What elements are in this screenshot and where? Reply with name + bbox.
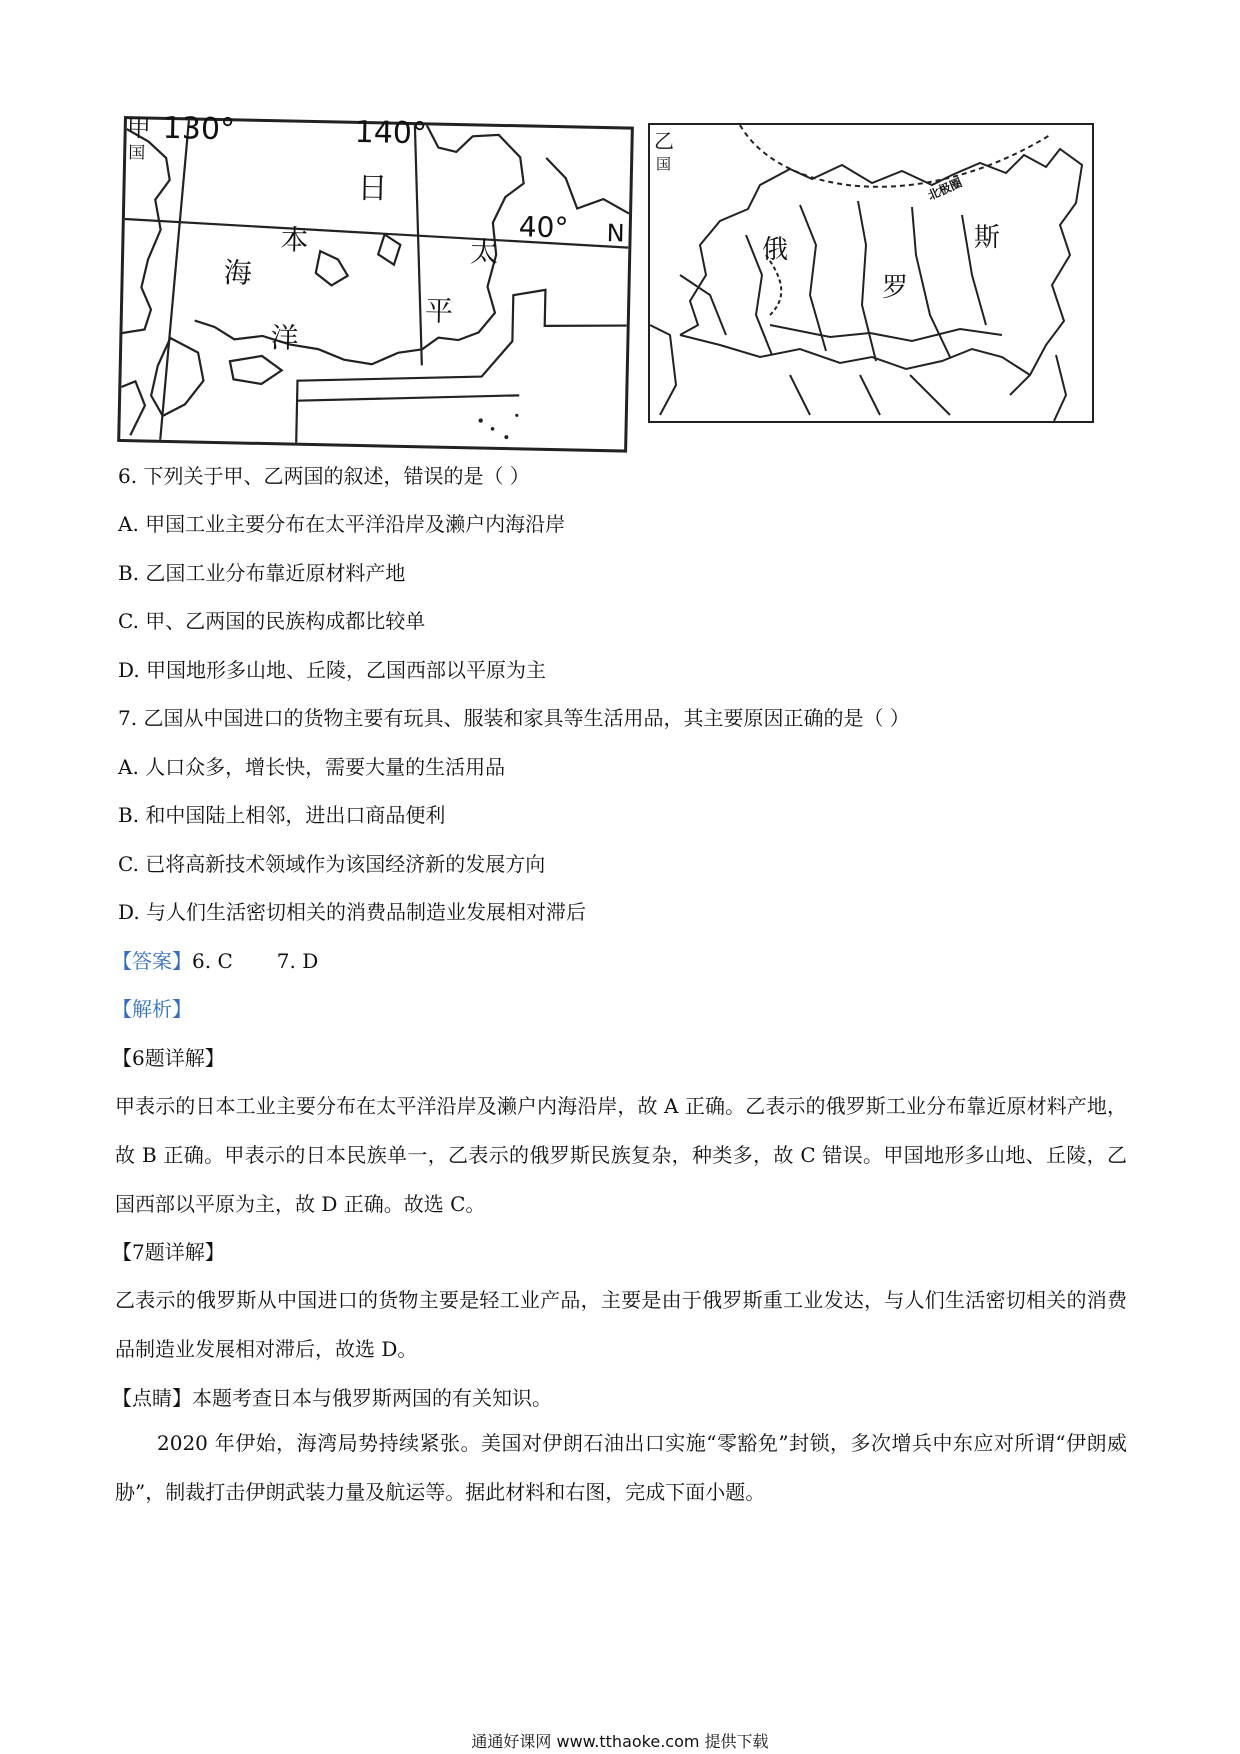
q6-option-d: D. 甲国地形多山地、丘陵，乙国西部以平原为主 [118, 658, 547, 682]
map-jia-corner-2: 国 [128, 143, 146, 164]
label-luo: 罗 [882, 273, 909, 303]
answer-6: 6. C [192, 949, 233, 973]
answer-7: 7. D [276, 949, 319, 973]
longitude-140-label: 140° [354, 114, 428, 152]
analysis-tag: 【解析】 [112, 997, 192, 1021]
q7-option-c: C. 已将高新技术领域作为该国经济新的发展方向 [118, 852, 546, 876]
point-line [112, 1388, 552, 1408]
arctic-circle-label: 北极圈 [925, 175, 965, 203]
map-yi-corner-2: 国 [656, 155, 672, 173]
label-ben: 本 [280, 223, 309, 257]
map-russia [648, 123, 1094, 423]
q7-option-a: A. 人口众多，增长快，需要大量的生活用品 [118, 755, 506, 779]
latitude-40-label: 40° [518, 210, 569, 245]
point-tag: 【点睛】 [112, 1386, 192, 1410]
map-yi-corner-1: 乙 [654, 129, 674, 153]
answer-line [112, 951, 318, 971]
label-si: 斯 [974, 223, 1001, 253]
map-japan-lines [120, 114, 631, 449]
q7-option-b: B. 和中国陆上相邻，进出口商品便利 [118, 803, 446, 827]
label-e: 俄 [762, 235, 789, 265]
map-japan [117, 110, 634, 453]
label-ping: 平 [424, 294, 454, 328]
label-ri: 日 [357, 170, 388, 207]
map-jia-corner-1: 甲 [126, 114, 152, 143]
material-paragraph: 2020 年伊始，海湾局势持续紧张。美国对伊朗石油出口实施“零豁免”封锁，多次增兵中东应对所谓“伊朗威胁”，制裁打击伊朗武装力量及航运等。据此材料和右图，完成下面小题。 [115, 1431, 1127, 1504]
latitude-north-label: N [606, 219, 625, 248]
detail6-heading: 【6题详解】 [112, 1046, 225, 1070]
q6-option-c: C. 甲、乙两国的民族构成都比较单 [118, 609, 426, 633]
q6-option-a: A. 甲国工业主要分布在太平洋沿岸及濑户内海沿岸 [118, 512, 566, 536]
map-russia-lines [650, 125, 1092, 421]
label-hai: 海 [223, 256, 253, 290]
q6-option-b: B. 乙国工业分布靠近原材料产地 [118, 561, 406, 585]
point-body: 本题考查日本与俄罗斯两国的有关知识。 [192, 1386, 552, 1410]
detail7-heading: 【7题详解】 [112, 1240, 225, 1264]
answer-tag: 【答案】 [112, 949, 192, 973]
q6-stem: 6. 下列关于甲、乙两国的叙述，错误的是（ ） [118, 464, 530, 488]
label-yang: 洋 [270, 321, 299, 355]
detail7-body: 乙表示的俄罗斯从中国进口的货物主要是轻工业产品，主要是由于俄罗斯重工业发达，与人们生活密切相关的消费品制造业发展相对滞后，故选 D。 [115, 1288, 1127, 1361]
q7-stem: 7. 乙国从中国进口的货物主要有玩具、服装和家具等生活用品，其主要原因正确的是（ ） [118, 706, 910, 730]
detail6-body: 甲表示的日本工业主要分布在太平洋沿岸及濑户内海沿岸，故 A 正确。乙表示的俄罗斯工业分布靠近原材料产地，故 B 正确。甲表示的日本民族单一，乙表示的俄罗斯民族复杂，种类多，故 C 错误。甲国地形多山地、丘陵，乙国西部以平原为主，故 D 正确。故选 C。 [115, 1094, 1127, 1216]
page-footer: 通通好课网 www.tthaoke.com 提供下载 [471, 1732, 769, 1751]
longitude-130-label: 130° [162, 110, 236, 148]
q7-option-d: D. 与人们生活密切相关的消费品制造业发展相对滞后 [118, 900, 587, 924]
label-tai: 太 [469, 235, 499, 269]
